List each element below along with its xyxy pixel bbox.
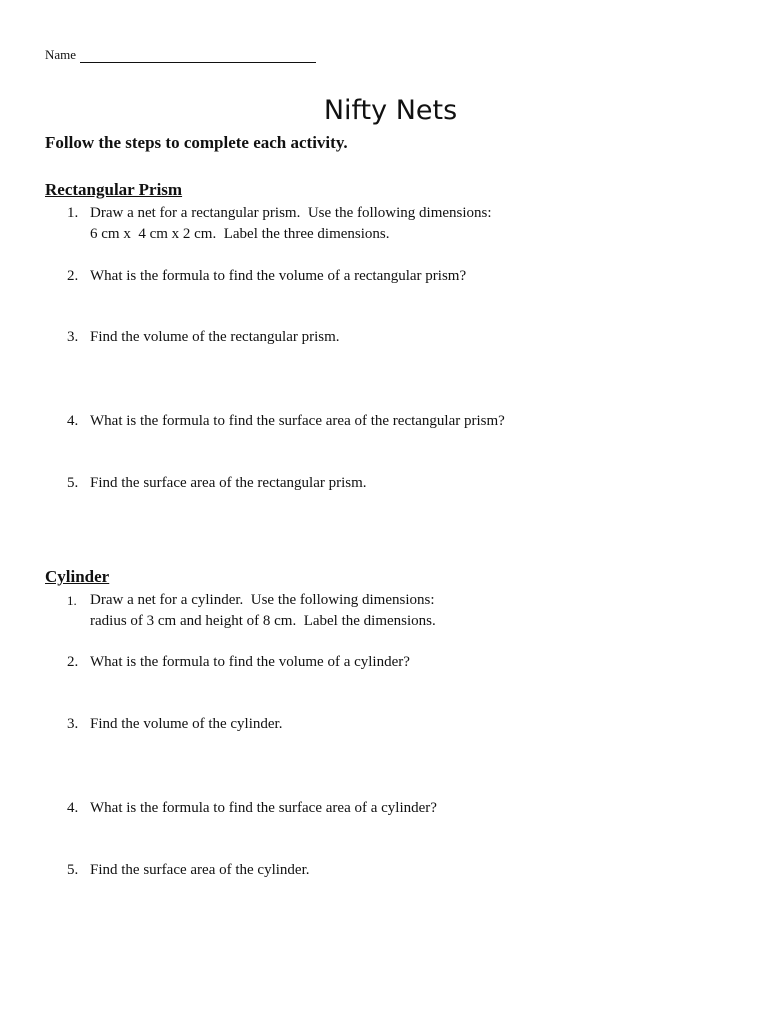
question-text: What is the formula to find the volume of a cylinder? [90,654,410,670]
question-number: 3. [67,716,79,732]
section-heading-cylinder: Cylinder [45,567,110,586]
question-number: 4. [67,800,79,816]
page-title: Nifty Nets [323,95,458,126]
question-text: Find the volume of the rectangular prism. [90,329,340,345]
section-heading-rectangular-prism: Rectangular Prism [45,180,183,199]
instructions: Follow the steps to complete each activity. [45,133,348,152]
question-number: 2. [67,654,79,670]
question-number: 1. [67,205,79,221]
question-number: 5. [67,475,79,491]
name-blank-line[interactable] [80,62,316,63]
question-text: What is the formula to find the surface area of a cylinder? [90,800,437,816]
question-text: Find the volume of the cylinder. [90,716,283,732]
question-text: What is the formula to find the surface area of the rectangular prism? [90,413,505,429]
question-text: What is the formula to find the volume of a rectangular prism? [90,268,467,284]
question-text: Draw a net for a cylinder. Use the following dimensions: radius of 3 cm and height of 8 cm. Label the dimensions. [90,592,436,629]
question-text: Find the surface area of the rectangular prism. [90,475,367,491]
question-number: 3. [67,329,79,345]
question-number: 4. [67,413,79,429]
question-number: 2. [67,268,79,284]
question-text: Draw a net for a rectangular prism. Use the following dimensions: 6 cm x 4 cm x 2 cm. Label the three dimensions. [90,205,492,242]
name-label: Name [45,47,77,62]
question-number: 5. [67,862,79,878]
question-number: 1. [67,593,77,608]
question-text: Find the surface area of the cylinder. [90,862,310,878]
